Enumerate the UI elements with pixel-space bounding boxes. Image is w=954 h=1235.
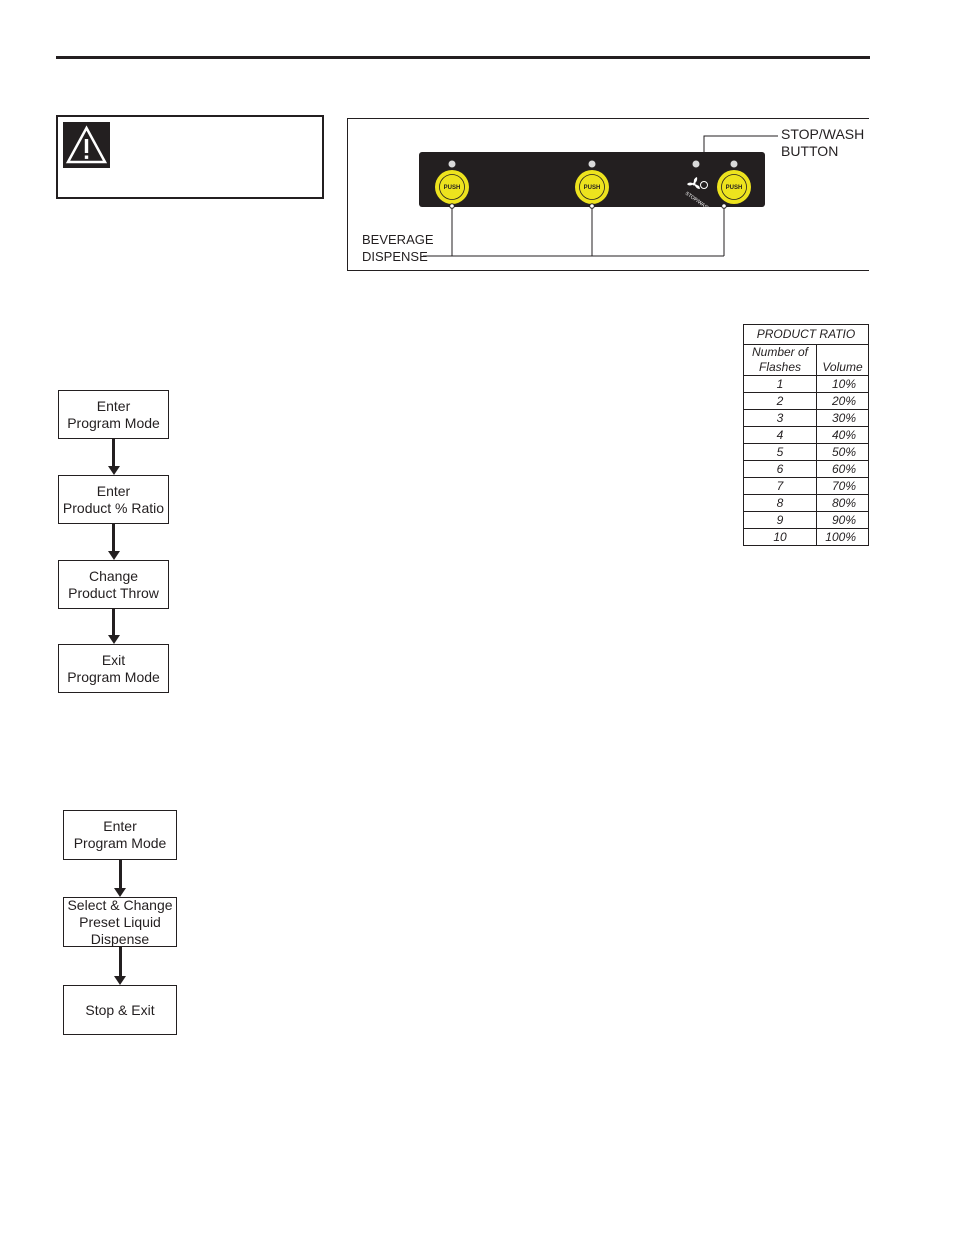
table-row <box>744 495 869 512</box>
warning-box <box>56 115 324 199</box>
table-title: PRODUCT RATIO <box>744 325 869 345</box>
volume-cell: 40% <box>817 427 869 444</box>
arrow-head-icon <box>108 551 120 560</box>
flashes-cell: 8 <box>744 495 817 512</box>
beverage-dispense-callout: BEVERAGE DISPENSE <box>362 232 434 264</box>
volume-cell: 70% <box>817 478 869 495</box>
volume-cell: 80% <box>817 495 869 512</box>
flow-step: Exit Program Mode <box>58 644 169 693</box>
flashes-cell: 2 <box>744 393 817 410</box>
arrow-head-icon <box>108 635 120 644</box>
flow-step: Enter Program Mode <box>58 390 169 439</box>
led-indicator <box>449 161 456 168</box>
warning-triangle-icon <box>63 122 110 168</box>
table-row <box>744 512 869 529</box>
arrow-head-icon <box>108 466 120 475</box>
volume-cell: 100% <box>817 529 869 546</box>
flashes-cell: 3 <box>744 410 817 427</box>
table-row <box>744 410 869 427</box>
svg-text:PUSH: PUSH <box>583 185 601 191</box>
arrow-head-icon <box>114 976 126 985</box>
flow-arrow <box>119 860 122 889</box>
volume-cell: 90% <box>817 512 869 529</box>
table-row <box>744 393 869 410</box>
header-rule <box>56 56 870 59</box>
flashes-cell: 10 <box>744 529 817 546</box>
svg-text:PUSH: PUSH <box>725 185 743 191</box>
flashes-cell: 1 <box>744 376 817 393</box>
flow-step: Stop & Exit <box>63 985 177 1035</box>
table-row <box>744 478 869 495</box>
stop-wash-callout: STOP/WASH BUTTON <box>781 126 865 159</box>
product-ratio-table <box>743 324 869 546</box>
flow-arrow <box>112 524 115 552</box>
flow-step: Change Product Throw <box>58 560 169 609</box>
table-row <box>744 427 869 444</box>
led-indicator <box>589 161 596 168</box>
svg-text:PUSH: PUSH <box>443 185 461 191</box>
table-row <box>744 444 869 461</box>
table-row <box>744 376 869 393</box>
svg-text:STOP/WASH: STOP/WASH <box>683 190 712 213</box>
table-row <box>744 461 869 478</box>
volume-cell: 50% <box>817 444 869 461</box>
flow-step: Select & Change Preset Liquid Dispense <box>63 897 177 947</box>
flashes-cell: 7 <box>744 478 817 495</box>
volume-cell: 60% <box>817 461 869 478</box>
volume-cell: 10% <box>817 376 869 393</box>
flashes-cell: 4 <box>744 427 817 444</box>
push-button-2 <box>575 170 609 204</box>
flashes-cell: 9 <box>744 512 817 529</box>
led-indicator <box>731 161 738 168</box>
flow-step: Enter Program Mode <box>63 810 177 860</box>
flow-arrow <box>112 439 115 467</box>
volume-header: Volume <box>817 345 869 376</box>
flashes-cell: 6 <box>744 461 817 478</box>
push-button-1 <box>435 170 469 204</box>
volume-cell: 20% <box>817 393 869 410</box>
flow-step: Enter Product % Ratio <box>58 475 169 524</box>
led-indicator <box>693 161 700 168</box>
flow-arrow <box>112 609 115 636</box>
flashes-header: Number of Flashes <box>744 345 817 376</box>
flow-arrow <box>119 947 122 977</box>
table-row <box>744 529 869 546</box>
flashes-cell: 5 <box>744 444 817 461</box>
push-button-3 <box>717 170 751 204</box>
volume-cell: 30% <box>817 410 869 427</box>
